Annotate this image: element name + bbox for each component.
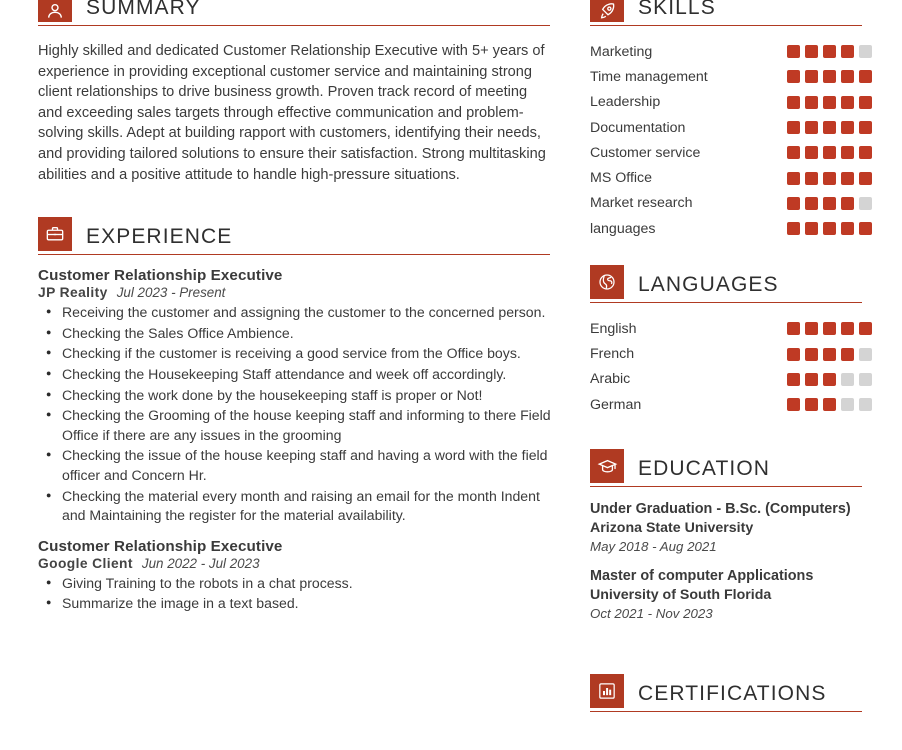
job-bullet-list — [38, 303, 550, 526]
rating-row — [590, 216, 872, 241]
rating-row — [590, 342, 872, 367]
rating-squares — [787, 45, 872, 58]
rating-square-filled — [841, 348, 854, 361]
section-title-experience: EXPERIENCE — [86, 225, 233, 249]
rating-row — [590, 39, 872, 64]
languages-list — [590, 316, 872, 417]
education-item — [590, 567, 872, 621]
job-meta — [38, 285, 550, 300]
rating-square-filled — [859, 121, 872, 134]
job-bullet: ● Checking the Sales Office Ambience. — [38, 324, 554, 344]
rating-square-filled — [823, 121, 836, 134]
section-divider-education — [590, 486, 862, 487]
rating-square-filled — [787, 96, 800, 109]
rating-label: Arabic — [590, 371, 631, 388]
rating-square-empty — [841, 398, 854, 411]
section-divider-experience — [38, 254, 550, 255]
rating-square-filled — [805, 222, 818, 235]
education-degree: Under Graduation - B.Sc. (Computers) — [590, 501, 851, 518]
rating-square-filled — [859, 322, 872, 335]
rating-squares — [787, 222, 872, 235]
section-header-summary — [38, 0, 550, 22]
section-header-skills — [590, 0, 872, 22]
rating-row — [590, 115, 872, 140]
rating-square-filled — [859, 96, 872, 109]
job-bullet-list — [38, 574, 550, 614]
rating-row — [590, 90, 872, 115]
rating-square-filled — [823, 146, 836, 159]
rating-square-filled — [787, 121, 800, 134]
section-header-certifications — [590, 670, 872, 708]
job-title: Customer Relationship Executive — [38, 537, 283, 555]
rating-square-filled — [859, 70, 872, 83]
job-bullet: ● Giving Training to the robots in a chat process. — [38, 574, 554, 594]
rating-square-filled — [841, 96, 854, 109]
rating-square-filled — [859, 172, 872, 185]
section-title-certifications: CERTIFICATIONS — [638, 682, 827, 706]
rating-row — [590, 140, 872, 165]
rating-square-filled — [859, 222, 872, 235]
person-icon — [38, 0, 72, 22]
education-item — [590, 500, 872, 554]
rating-square-empty — [859, 398, 872, 411]
job-title: Customer Relationship Executive — [38, 267, 283, 285]
rating-square-empty — [859, 348, 872, 361]
rating-square-filled — [805, 197, 818, 210]
job-bullet: ● Checking the material every month and raising an email for the month Indent and Maintaining the register for the material availability. — [38, 487, 554, 526]
education-degree: Master of computer Applications — [590, 568, 814, 585]
rating-square-filled — [841, 146, 854, 159]
rocket-icon — [590, 0, 624, 22]
rating-square-filled — [841, 70, 854, 83]
rating-square-filled — [823, 45, 836, 58]
rating-label: English — [590, 320, 637, 337]
rating-row — [590, 64, 872, 89]
section-header-experience — [38, 213, 550, 251]
rating-square-filled — [805, 146, 818, 159]
rating-label: Customer service — [590, 144, 701, 161]
section-header-education — [590, 445, 872, 483]
rating-label: languages — [590, 220, 656, 237]
job-meta — [38, 556, 550, 571]
rating-label: Leadership — [590, 94, 661, 111]
rating-square-filled — [805, 373, 818, 386]
job-dates: Jul 2023 - Present — [116, 285, 226, 301]
rating-row — [590, 165, 872, 190]
section-title-education: EDUCATION — [638, 457, 771, 481]
education-school: Arizona State University — [590, 520, 754, 537]
rating-row — [590, 191, 872, 216]
section-divider-summary — [38, 25, 550, 26]
rating-row — [590, 392, 872, 417]
section-divider-languages — [590, 302, 862, 303]
rating-squares — [787, 373, 872, 386]
rating-squares — [787, 146, 872, 159]
rating-square-filled — [841, 197, 854, 210]
rating-label: Time management — [590, 68, 708, 85]
experience-list — [38, 267, 550, 614]
rating-square-filled — [823, 70, 836, 83]
rating-square-filled — [787, 146, 800, 159]
rating-row — [590, 367, 872, 392]
rating-square-filled — [787, 197, 800, 210]
education-list — [590, 500, 872, 621]
rating-square-empty — [841, 373, 854, 386]
rating-square-empty — [859, 45, 872, 58]
rating-square-filled — [841, 222, 854, 235]
job-company: JP Reality — [38, 285, 108, 301]
rating-squares — [787, 348, 872, 361]
job-company: Google Client — [38, 555, 133, 571]
rating-square-filled — [841, 322, 854, 335]
rating-square-filled — [787, 45, 800, 58]
education-school: University of South Florida — [590, 587, 772, 604]
job-bullet: ● Checking if the customer is receiving a good service from the Office boys. — [38, 344, 554, 364]
job-bullet: ● Receiving the customer and assigning the customer to the concerned person. — [38, 303, 554, 323]
rating-label: French — [590, 346, 635, 363]
section-divider-certifications — [590, 711, 862, 712]
rating-square-filled — [823, 373, 836, 386]
rating-squares — [787, 70, 872, 83]
rating-square-filled — [841, 45, 854, 58]
skills-list — [590, 39, 872, 241]
rating-label: German — [590, 396, 642, 413]
rating-square-filled — [805, 121, 818, 134]
right-column — [578, 0, 902, 750]
job-bullet: ● Checking the work done by the housekeeping staff is proper or Not! — [38, 386, 554, 406]
experience-item — [38, 538, 550, 614]
section-divider-skills — [590, 25, 862, 26]
rating-square-filled — [787, 70, 800, 83]
rating-square-filled — [823, 222, 836, 235]
job-dates: Jun 2022 - Jul 2023 — [141, 555, 260, 571]
section-header-languages — [590, 261, 872, 299]
rating-square-filled — [859, 146, 872, 159]
rating-square-filled — [805, 398, 818, 411]
rating-square-empty — [859, 197, 872, 210]
rating-square-filled — [787, 322, 800, 335]
rating-label: MS Office — [590, 170, 653, 187]
rating-label: Marketing — [590, 43, 653, 60]
rating-squares — [787, 322, 872, 335]
globe-icon — [590, 265, 624, 299]
rating-label: Market research — [590, 195, 693, 212]
job-bullet: ● Checking the Grooming of the house keeping staff and informing to there Field Office if there are any issues in the grooming — [38, 406, 554, 445]
rating-square-filled — [805, 45, 818, 58]
rating-square-filled — [805, 322, 818, 335]
education-dates: Oct 2021 - Nov 2023 — [590, 606, 713, 622]
rating-square-filled — [823, 398, 836, 411]
rating-square-filled — [787, 348, 800, 361]
section-title-languages: LANGUAGES — [638, 273, 779, 297]
rating-square-filled — [787, 222, 800, 235]
job-bullet: ● Checking the Housekeeping Staff attendance and week off accordingly. — [38, 365, 554, 385]
rating-square-filled — [787, 398, 800, 411]
education-dates: May 2018 - Aug 2021 — [590, 539, 717, 555]
rating-squares — [787, 121, 872, 134]
job-bullet: ● Summarize the image in a text based. — [38, 594, 554, 614]
rating-square-filled — [823, 322, 836, 335]
job-bullet: ● Checking the issue of the house keeping staff and having a word with the field officer and Concern Hr. — [38, 446, 554, 485]
rating-square-filled — [805, 96, 818, 109]
rating-squares — [787, 172, 872, 185]
rating-label: Documentation — [590, 119, 686, 136]
rating-row — [590, 316, 872, 341]
rating-square-filled — [805, 70, 818, 83]
section-title-skills: SKILLS — [638, 0, 716, 19]
bar-chart-icon — [590, 674, 624, 708]
rating-square-filled — [823, 197, 836, 210]
section-title-summary: SUMMARY — [86, 0, 201, 19]
rating-square-filled — [787, 172, 800, 185]
rating-squares — [787, 197, 872, 210]
rating-square-filled — [823, 172, 836, 185]
summary-text: Highly skilled and dedicated Customer Relationship Executive with 5+ years of experience in providing exceptional customer service and maintaining strong client relationships to drive business growth. Proven track record of meeting and exceeding sales targets through effective communication and problem-solving skills. Adept at building rapport with customers, identifying their needs, and providing tailored solutions to ensure their satisfaction. Strong multitasking abilities and a positive attitude to handle high-pressure situations. — [38, 43, 546, 183]
rating-squares — [787, 96, 872, 109]
rating-square-filled — [787, 373, 800, 386]
briefcase-icon — [38, 217, 72, 251]
rating-square-filled — [823, 96, 836, 109]
rating-square-filled — [841, 121, 854, 134]
rating-squares — [787, 398, 872, 411]
rating-square-filled — [805, 348, 818, 361]
rating-square-empty — [859, 373, 872, 386]
rating-square-filled — [841, 172, 854, 185]
graduation-cap-icon — [590, 449, 624, 483]
experience-item — [38, 267, 550, 526]
rating-square-filled — [823, 348, 836, 361]
rating-square-filled — [805, 172, 818, 185]
